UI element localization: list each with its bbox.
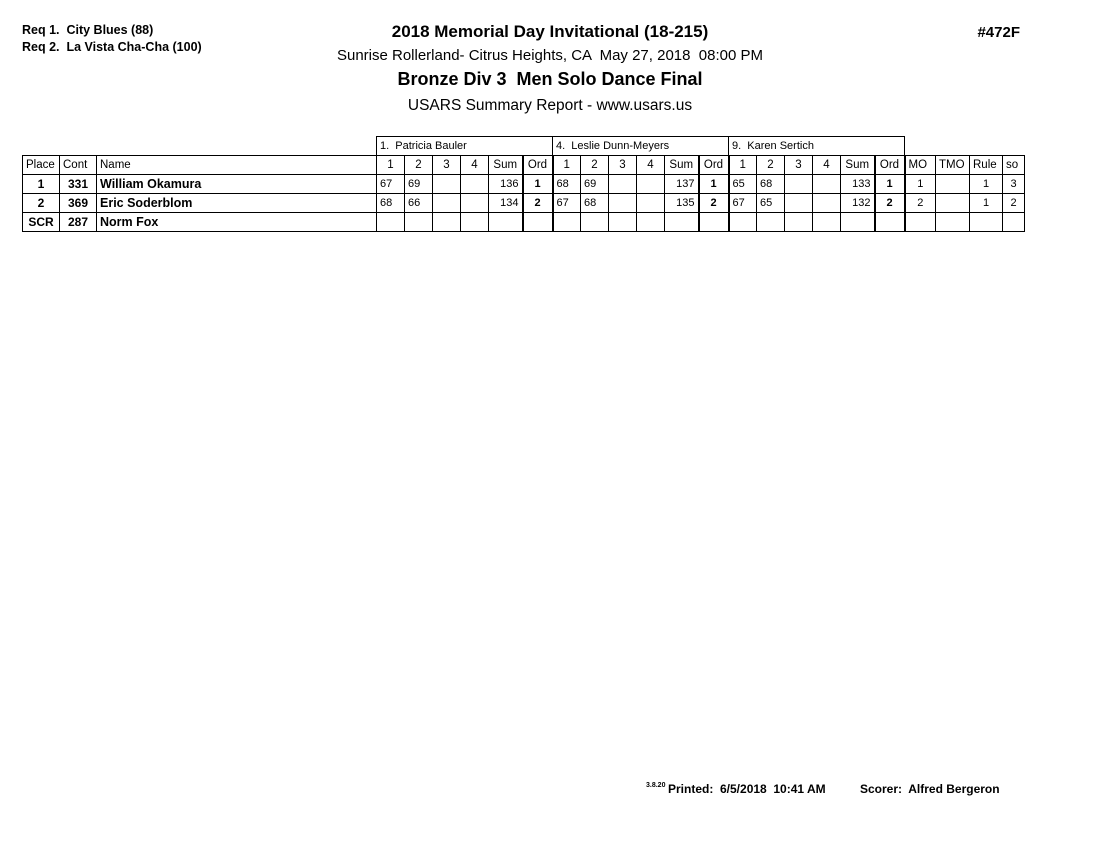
judge2-score1-cell: 68 <box>553 175 581 194</box>
judge3-score1-cell: 65 <box>729 175 757 194</box>
mo-cell <box>905 213 936 232</box>
col-header-cont: Cont <box>60 156 97 175</box>
result-row-2 <box>23 194 1025 213</box>
judge3-score4-cell <box>813 194 841 213</box>
judge-name-3: 9. Karen Sertich <box>729 137 905 156</box>
col-header-judge1-3: 3 <box>433 156 461 175</box>
judge3-score3-cell <box>785 194 813 213</box>
judge3-score2-cell: 68 <box>757 175 785 194</box>
judge3-ordinal-cell <box>875 213 905 232</box>
col-header-judge3-1: 1 <box>729 156 757 175</box>
judge3-ordinal-cell: 2 <box>875 194 905 213</box>
tmo-cell <box>936 213 970 232</box>
judge1-score4-cell <box>461 213 489 232</box>
column-header-row <box>23 156 1025 175</box>
judge2-sum-cell: 135 <box>665 194 699 213</box>
judge3-score1-cell: 67 <box>729 194 757 213</box>
judge3-score2-cell <box>757 213 785 232</box>
judge1-sum-cell: 134 <box>489 194 523 213</box>
venue-date-line: Sunrise Rollerland- Citrus Heights, CA May 27, 2018 08:00 PM <box>336 47 764 64</box>
col-header-judge1-ord: Ord <box>523 156 553 175</box>
col-header-judge2-2: 2 <box>581 156 609 175</box>
event-number: #472F <box>977 24 1020 41</box>
col-header-judge3-3: 3 <box>785 156 813 175</box>
event-title: Bronze Div 3 Men Solo Dance Final <box>397 69 703 89</box>
place-cell: SCR <box>23 213 60 232</box>
skater-name-cell: Eric Soderblom <box>97 194 377 213</box>
judge3-score2-cell: 65 <box>757 194 785 213</box>
judge-row-spacer-right <box>905 137 1025 156</box>
judge1-score2-cell: 66 <box>405 194 433 213</box>
place-cell: 1 <box>23 175 60 194</box>
mo-cell: 2 <box>905 194 936 213</box>
judge2-sum-cell: 137 <box>665 175 699 194</box>
judge2-score4-cell <box>637 194 665 213</box>
col-header-judge2-3: 3 <box>609 156 637 175</box>
judge2-ordinal-cell <box>699 213 729 232</box>
mo-cell: 1 <box>905 175 936 194</box>
judge2-score4-cell <box>637 175 665 194</box>
judge1-sum-cell <box>489 213 523 232</box>
judge2-score3-cell <box>609 175 637 194</box>
judge1-score2-cell: 69 <box>405 175 433 194</box>
report-header <box>0 22 1100 115</box>
judge-name-2: 4. Leslie Dunn-Meyers <box>553 137 729 156</box>
col-header-name: Name <box>97 156 377 175</box>
judge1-score1-cell: 68 <box>377 194 405 213</box>
so-cell <box>1003 213 1025 232</box>
judge1-ordinal-cell: 1 <box>523 175 553 194</box>
skater-name-cell: Norm Fox <box>97 213 377 232</box>
col-header-judge2-1: 1 <box>553 156 581 175</box>
judge3-ordinal-cell: 1 <box>875 175 905 194</box>
judge3-score3-cell <box>785 213 813 232</box>
contestant-number-cell: 331 <box>60 175 97 194</box>
skater-name-cell: William Okamura <box>97 175 377 194</box>
judge3-sum-cell: 132 <box>841 194 875 213</box>
col-header-rule: Rule <box>970 156 1003 175</box>
judge2-sum-cell <box>665 213 699 232</box>
report-footer <box>0 782 1100 802</box>
judge1-score4-cell <box>461 194 489 213</box>
judge1-score3-cell <box>433 175 461 194</box>
col-header-judge2-sum: Sum <box>665 156 699 175</box>
judge2-score3-cell <box>609 213 637 232</box>
col-header-place: Place <box>23 156 60 175</box>
so-cell: 2 <box>1003 194 1025 213</box>
tmo-cell <box>936 194 970 213</box>
judge2-score1-cell: 67 <box>553 194 581 213</box>
col-header-judge2-ord: Ord <box>699 156 729 175</box>
col-header-so: so <box>1003 156 1025 175</box>
judge2-score1-cell <box>553 213 581 232</box>
judge2-score3-cell <box>609 194 637 213</box>
judge1-score4-cell <box>461 175 489 194</box>
rule-cell: 1 <box>970 175 1003 194</box>
col-header-judge3-ord: Ord <box>875 156 905 175</box>
result-row-3 <box>23 213 1025 232</box>
judge2-score2-cell <box>581 213 609 232</box>
col-header-judge1-4: 4 <box>461 156 489 175</box>
col-header-judge1-2: 2 <box>405 156 433 175</box>
judge1-ordinal-cell <box>523 213 553 232</box>
printed-timestamp: Printed: 6/5/2018 10:41 AM <box>668 782 826 796</box>
results-table <box>22 136 1025 232</box>
judge-row-spacer-left <box>23 137 377 156</box>
tmo-cell <box>936 175 970 194</box>
judge1-score1-cell <box>377 213 405 232</box>
judge1-score3-cell <box>433 194 461 213</box>
so-cell: 3 <box>1003 175 1025 194</box>
report-type-line: USARS Summary Report - www.usars.us <box>407 97 693 114</box>
place-cell: 2 <box>23 194 60 213</box>
judge3-sum-cell <box>841 213 875 232</box>
competition-title: 2018 Memorial Day Invitational (18-215) <box>391 22 709 41</box>
judge1-score3-cell <box>433 213 461 232</box>
judge3-sum-cell: 133 <box>841 175 875 194</box>
result-row-1 <box>23 175 1025 194</box>
judge3-score4-cell <box>813 213 841 232</box>
col-header-judge1-1: 1 <box>377 156 405 175</box>
software-version: 3.8.20 <box>646 782 666 789</box>
judge2-ordinal-cell: 2 <box>699 194 729 213</box>
judge2-score2-cell: 68 <box>581 194 609 213</box>
judge1-score2-cell <box>405 213 433 232</box>
judge1-sum-cell: 136 <box>489 175 523 194</box>
col-header-judge1-sum: Sum <box>489 156 523 175</box>
judge1-ordinal-cell: 2 <box>523 194 553 213</box>
scorer-name: Scorer: Alfred Bergeron <box>860 782 1000 796</box>
judge1-score1-cell: 67 <box>377 175 405 194</box>
judge3-score4-cell <box>813 175 841 194</box>
col-header-judge3-sum: Sum <box>841 156 875 175</box>
judge2-score4-cell <box>637 213 665 232</box>
judge3-score3-cell <box>785 175 813 194</box>
col-header-judge2-4: 4 <box>637 156 665 175</box>
judge2-score2-cell: 69 <box>581 175 609 194</box>
judge-header-row <box>23 137 1025 156</box>
judge-name-1: 1. Patricia Bauler <box>377 137 553 156</box>
required-dance-1: Req 1. City Blues (88) <box>22 23 154 37</box>
rule-cell <box>970 213 1003 232</box>
col-header-judge3-4: 4 <box>813 156 841 175</box>
judge2-ordinal-cell: 1 <box>699 175 729 194</box>
col-header-tmo: TMO <box>936 156 970 175</box>
contestant-number-cell: 287 <box>60 213 97 232</box>
rule-cell: 1 <box>970 194 1003 213</box>
required-dance-2: Req 2. La Vista Cha-Cha (100) <box>22 40 202 54</box>
judge3-score1-cell <box>729 213 757 232</box>
col-header-mo: MO <box>905 156 936 175</box>
contestant-number-cell: 369 <box>60 194 97 213</box>
col-header-judge3-2: 2 <box>757 156 785 175</box>
